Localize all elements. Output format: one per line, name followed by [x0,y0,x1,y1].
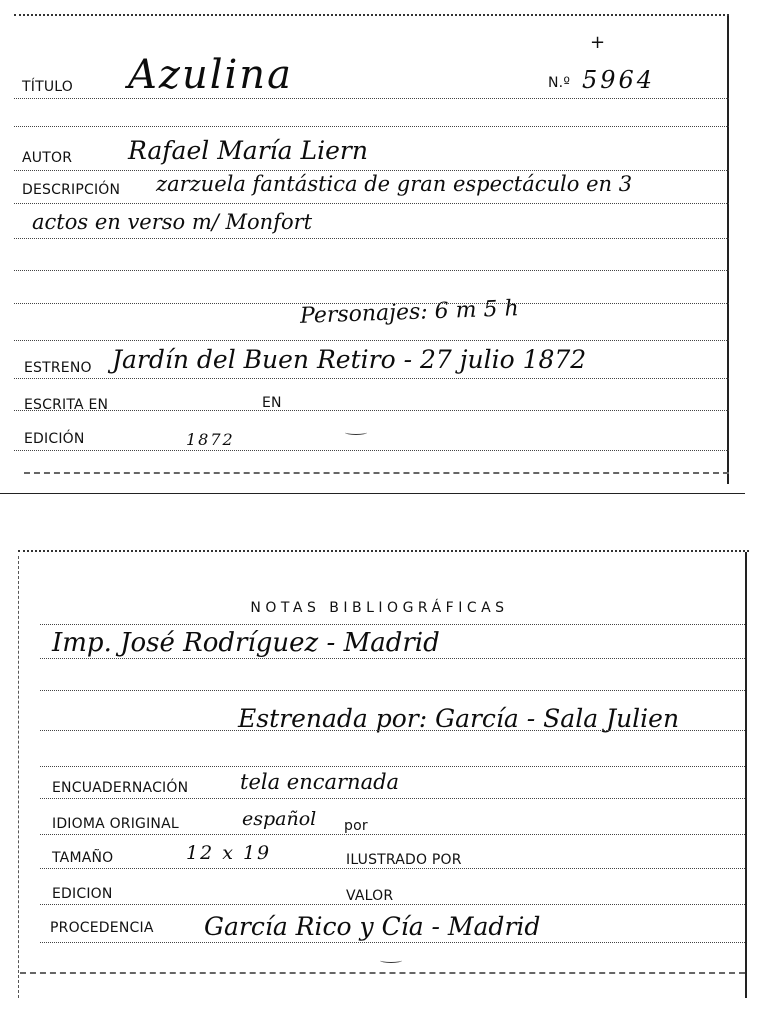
notes-card [0,540,759,1028]
valor-label: VALOR [346,888,394,904]
rule [14,270,729,271]
tamano-label: TAMAÑO [52,850,114,866]
ilustrado-label: ILUSTRADO POR [346,852,462,868]
idioma-label: IDIOMA ORIGINAL [52,816,179,832]
catalog-card [0,0,759,494]
card-top-edge [18,550,749,560]
encuadernacion-value: tela encarnada [240,770,400,794]
rule [40,834,745,835]
card-bottom-edge [20,972,745,974]
titulo-value: Azulina [128,52,293,98]
rule [40,730,745,731]
autor-label: AUTOR [22,150,73,166]
rule [40,690,745,691]
en-label: EN [262,395,282,411]
rule [14,98,729,99]
descripcion-label: DESCRIPCIÓN [22,182,121,198]
rule [14,450,729,451]
estreno-label: ESTRENO [24,360,92,376]
card-left-edge [18,556,19,998]
edicion-value: 1872 [186,430,235,449]
card-bottom-edge [24,472,729,474]
estreno-value: Jardín del Buen Retiro - 27 julio 1872 [112,345,587,374]
rule [40,904,745,905]
autor-value: Rafael María Liern [128,136,368,165]
procedencia-value: García Rico y Cía - Madrid [204,912,541,941]
tamano-value: 12 x 19 [186,842,272,864]
number-value: 5964 [582,66,656,94]
idioma-value: español [242,808,317,830]
titulo-label: TÍTULO [22,79,73,95]
rule [40,624,745,625]
card-right-edge [727,16,729,484]
personajes-note: Personajes: 6 m 5 h [299,296,520,329]
rule [40,868,745,869]
rule [14,170,729,171]
scan-divider [0,493,745,494]
rule [40,658,745,659]
procedencia-label: PROCEDENCIA [50,920,154,936]
rule [14,126,729,127]
card-top-edge [14,14,729,24]
descripcion-line1: zarzuela fantástica de gran espectáculo en 3 [156,172,633,196]
rule [14,410,729,411]
edicion-label: EDICIÓN [24,431,85,447]
rule [14,378,729,379]
rule [40,766,745,767]
cross-mark: + [590,32,606,53]
ink-mark [380,958,402,963]
descripcion-line2: actos en verso m/ Monfort [32,210,313,234]
escrita-en-label: ESCRITA EN [24,397,109,413]
ink-mark [345,430,367,435]
rule [14,340,729,341]
card-right-edge [745,552,747,998]
rule [14,203,729,204]
rule [40,798,745,799]
por-label: por [344,818,368,834]
note-line1: Imp. José Rodríguez - Madrid [52,628,440,658]
note-line2: Estrenada por: García - Sala Julien [238,704,680,733]
encuadernacion-label: ENCUADERNACIÓN [52,780,189,796]
rule [14,238,729,239]
edicion-label: EDICION [52,886,113,902]
rule [40,942,745,943]
number-label: N.º [548,75,571,91]
notes-heading: NOTAS BIBLIOGRÁFICAS [250,600,509,616]
